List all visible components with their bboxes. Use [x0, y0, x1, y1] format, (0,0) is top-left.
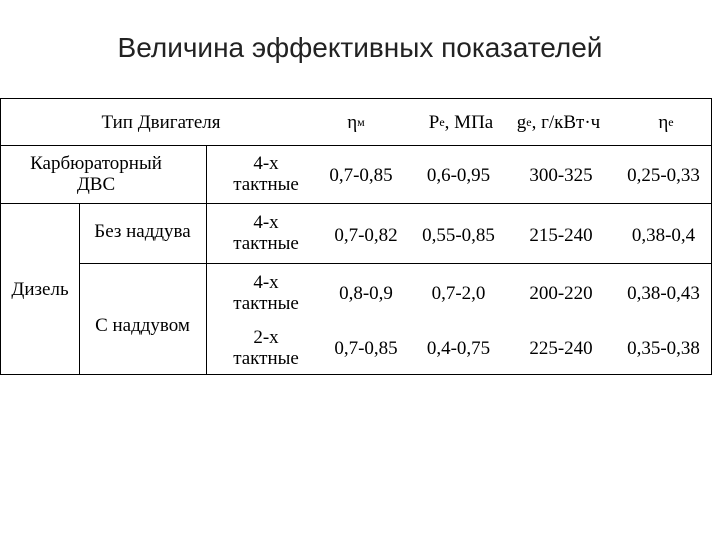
eta-m-value: 0,7-0,85: [329, 164, 393, 186]
eta-e-value: 0,38-0,43: [627, 282, 700, 304]
eta-e-value: 0,38-0,4: [631, 224, 696, 246]
eta-m-subscript: м: [357, 114, 365, 129]
eta-e-value: 0,35-0,38: [627, 337, 700, 359]
stroke-line1: 4-х: [253, 272, 279, 293]
eta-m-value: 0,7-0,82: [334, 224, 398, 246]
header-eta-e: [631, 99, 701, 145]
carb-line1: Карбюраторный: [30, 153, 162, 174]
stroke-line1: 4-х: [253, 153, 279, 174]
slide-title: Величина эффективных показателей: [117, 32, 603, 63]
group-diesel: Дизель: [11, 278, 69, 300]
pe-value: 0,55-0,85: [422, 224, 495, 246]
eta-m-symbol: η: [347, 111, 358, 133]
pe-symbol: P: [428, 111, 440, 133]
stroke-cell: [226, 269, 306, 317]
pe-value: 0,4-0,75: [426, 337, 491, 359]
stroke-line2: тактные: [233, 233, 299, 254]
pe-value: 0,7-2,0: [431, 282, 486, 304]
ge-value: 200-220: [529, 282, 593, 304]
ge-subscript: e: [526, 114, 532, 129]
header-eta-m: [321, 99, 391, 145]
pe-value: 0,6-0,95: [426, 164, 491, 186]
eta-e-subscript: e: [668, 114, 674, 129]
ge-value: 225-240: [529, 337, 593, 359]
group-carburetor: [1, 145, 191, 203]
stroke-line2: тактные: [233, 293, 299, 314]
col-divider: [206, 145, 207, 374]
eta-m-value: 0,7-0,85: [334, 337, 398, 359]
group-boost: С наддувом: [95, 314, 190, 336]
group-no-boost: Без наддува: [94, 220, 191, 242]
eta-e-value: 0,25-0,33: [627, 164, 700, 186]
ge-value: 215-240: [529, 224, 593, 246]
performance-table: [0, 98, 712, 375]
stroke-line2: тактные: [233, 348, 299, 369]
stroke-line1: 2-х: [253, 327, 279, 348]
row-divider: [1, 203, 711, 204]
ge-value: 300-325: [529, 164, 593, 186]
row-divider: [79, 263, 711, 264]
carb-line2: ДВС: [76, 174, 116, 195]
pe-unit: , МПа: [444, 111, 494, 133]
header-pe: [411, 99, 511, 145]
eta-m-value: 0,8-0,9: [339, 282, 393, 304]
pe-subscript: e: [439, 114, 445, 129]
stroke-cell: [226, 203, 306, 263]
stroke-cell: [226, 324, 306, 372]
stroke-line1: 4-х: [253, 212, 279, 233]
ge-unit: , г/кВт·ч: [531, 111, 601, 133]
header-ge: [506, 99, 611, 145]
stroke-cell: [226, 145, 306, 203]
eta-e-symbol: η: [658, 111, 669, 133]
stroke-line2: тактные: [233, 174, 299, 195]
ge-symbol: g: [516, 111, 527, 133]
header-engine-type: Тип Двигателя: [101, 111, 221, 133]
